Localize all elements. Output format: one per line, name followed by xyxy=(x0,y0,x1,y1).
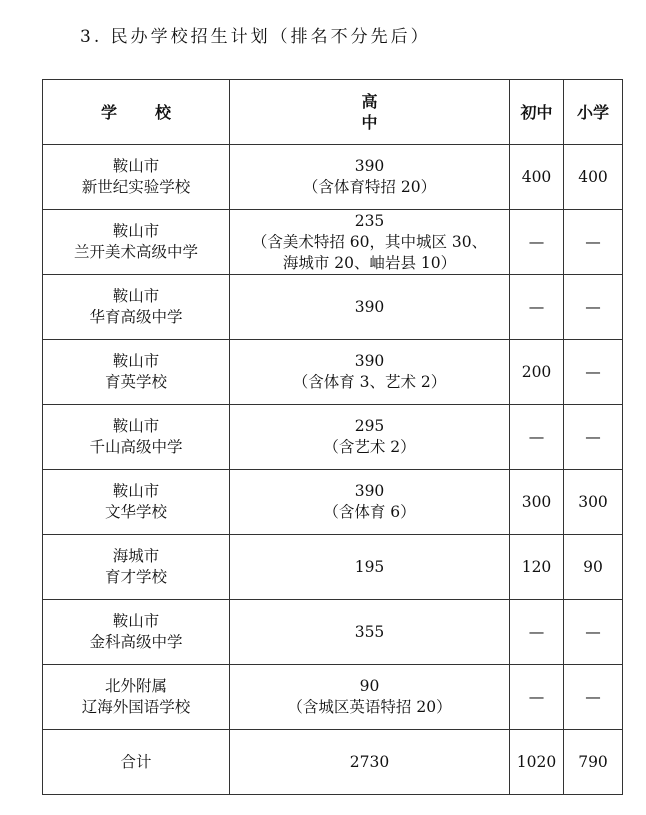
high-school-quota-note: （含城区英语特招 20） xyxy=(287,698,452,716)
middle-school-quota: 300 xyxy=(510,470,564,535)
middle-school-quota: — xyxy=(510,275,564,340)
school-city: 鞍山市 xyxy=(112,482,160,500)
high-school-quota-note: （含美术特招 60，其中城区 30、 xyxy=(251,232,488,251)
school-name: 金科高级中学 xyxy=(89,633,183,651)
middle-school-quota: 400 xyxy=(510,145,564,210)
table-row xyxy=(43,340,623,405)
high-school-quota-cell xyxy=(230,665,510,730)
school-name-cell xyxy=(43,535,230,600)
school-name: 千山高级中学 xyxy=(89,438,183,456)
high-school-quota-note: （含体育特招 20） xyxy=(302,178,437,196)
high-school-quota-cell xyxy=(230,210,510,275)
school-city: 海城市 xyxy=(112,547,160,565)
high-school-quota-note: （含艺术 2） xyxy=(323,438,416,456)
school-name: 兰开美术高级中学 xyxy=(73,243,198,261)
school-name: 辽海外国语学校 xyxy=(81,698,191,716)
middle-school-quota: — xyxy=(510,600,564,665)
primary-school-quota: — xyxy=(564,600,623,665)
table-row xyxy=(43,210,623,275)
table-row xyxy=(43,275,623,340)
primary-school-quota: — xyxy=(564,665,623,730)
primary-school-quota: 90 xyxy=(564,535,623,600)
school-name-cell xyxy=(43,665,230,730)
school-city: 鞍山市 xyxy=(112,287,160,305)
total-primary-school: 790 xyxy=(564,730,623,795)
school-city: 鞍山市 xyxy=(112,612,160,630)
high-school-quota: 195 xyxy=(354,557,385,576)
table-row xyxy=(43,145,623,210)
school-name: 育才学校 xyxy=(104,568,167,586)
high-school-quota: 355 xyxy=(354,622,385,641)
high-school-quota-cell xyxy=(230,535,510,600)
high-school-quota-note: （含体育 6） xyxy=(323,503,416,521)
middle-school-quota: — xyxy=(510,210,564,275)
primary-school-quota: — xyxy=(564,275,623,340)
header-school: 学校 xyxy=(43,80,230,145)
high-school-quota-cell xyxy=(230,470,510,535)
total-label: 合计 xyxy=(43,730,230,795)
table-row xyxy=(43,665,623,730)
school-name-cell xyxy=(43,600,230,665)
high-school-quota-cell xyxy=(230,405,510,470)
primary-school-quota: 400 xyxy=(564,145,623,210)
school-name: 华育高级中学 xyxy=(89,308,183,326)
high-school-quota-cell xyxy=(230,340,510,405)
enrollment-plan-table xyxy=(42,79,623,795)
school-name: 育英学校 xyxy=(104,373,167,391)
table-row xyxy=(43,405,623,470)
high-school-quota: 90 xyxy=(359,677,380,695)
school-city: 鞍山市 xyxy=(112,222,160,240)
school-name-cell xyxy=(43,210,230,275)
high-school-quota-note: 海城市 20、岫岩县 10） xyxy=(282,253,457,272)
school-name-cell xyxy=(43,340,230,405)
high-school-quota-note: （含体育 3、艺术 2） xyxy=(292,373,447,391)
school-name-cell xyxy=(43,470,230,535)
section-title: 3. 民办学校招生计划（排名不分先后） xyxy=(80,27,431,47)
total-high-school: 2730 xyxy=(230,730,510,795)
primary-school-quota: — xyxy=(564,405,623,470)
total-middle-school: 1020 xyxy=(510,730,564,795)
school-name-cell xyxy=(43,275,230,340)
table-row xyxy=(43,600,623,665)
header-high-school: 高中 xyxy=(230,80,510,145)
school-city: 鞍山市 xyxy=(112,352,160,370)
high-school-quota: 390 xyxy=(354,297,385,316)
school-name-cell xyxy=(43,405,230,470)
school-city: 鞍山市 xyxy=(112,417,160,435)
header-middle-school: 初中 xyxy=(510,80,564,145)
high-school-quota-cell xyxy=(230,600,510,665)
school-name: 文华学校 xyxy=(104,503,167,521)
table-row xyxy=(43,535,623,600)
school-city: 北外附属 xyxy=(104,677,167,695)
school-city: 鞍山市 xyxy=(112,157,160,175)
table-total-row xyxy=(43,730,623,795)
middle-school-quota: 120 xyxy=(510,535,564,600)
high-school-quota: 390 xyxy=(354,482,385,500)
primary-school-quota: — xyxy=(564,340,623,405)
table-row xyxy=(43,470,623,535)
middle-school-quota: — xyxy=(510,665,564,730)
high-school-quota: 295 xyxy=(354,417,385,435)
school-name: 新世纪实验学校 xyxy=(81,178,191,196)
header-primary-school: 小学 xyxy=(564,80,623,145)
high-school-quota-cell xyxy=(230,275,510,340)
school-name-cell xyxy=(43,145,230,210)
high-school-quota: 390 xyxy=(354,352,385,370)
high-school-quota: 390 xyxy=(354,157,385,175)
primary-school-quota: 300 xyxy=(564,470,623,535)
high-school-quota-cell xyxy=(230,145,510,210)
table-header-row xyxy=(43,80,623,145)
primary-school-quota: — xyxy=(564,210,623,275)
middle-school-quota: — xyxy=(510,405,564,470)
middle-school-quota: 200 xyxy=(510,340,564,405)
high-school-quota: 235 xyxy=(354,211,385,230)
